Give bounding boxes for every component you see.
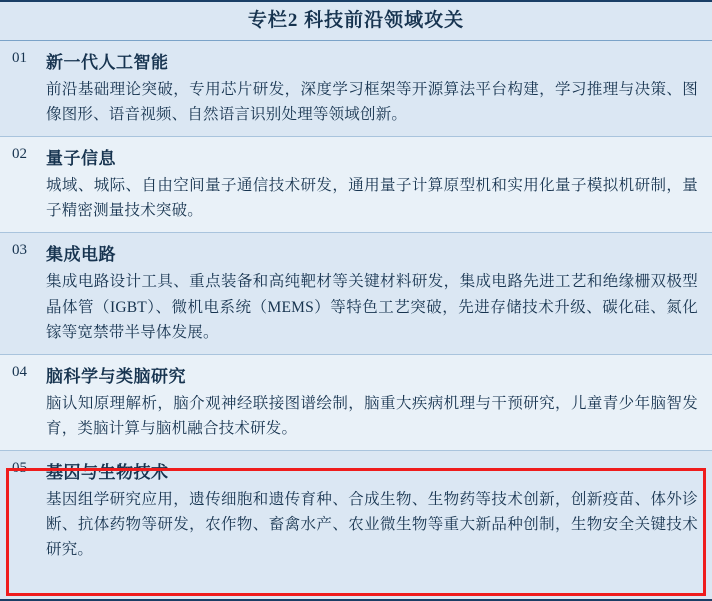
items-list bbox=[0, 41, 712, 571]
item-number: 04 bbox=[12, 363, 27, 380]
item-body bbox=[46, 458, 698, 562]
item-body bbox=[46, 144, 698, 223]
item-body bbox=[46, 48, 698, 127]
item-number: 05 bbox=[12, 459, 27, 476]
item-title: 量子信息 bbox=[46, 149, 116, 169]
item-number: 03 bbox=[12, 242, 27, 259]
item-title: 新一代人工智能 bbox=[46, 53, 169, 72]
item-body bbox=[46, 240, 698, 344]
item-body bbox=[46, 362, 698, 441]
item-description: 前沿基础理论突破，专用芯片研发，深度学习框架等开源算法平台构建，学习推理与决策、图像图形、语音视频、自然语言识别处理等领域创新。 bbox=[46, 81, 698, 124]
item-description: 基因组学研究应用，遗传细胞和遗传育种、合成生物、生物药等技术创新，创新疫苗、体外诊断、抗体药物等研发，农作物、畜禽水产、农业微生物等重大新品种创制，生物安全关键技术研究。 bbox=[46, 490, 698, 559]
item-number: 01 bbox=[12, 50, 27, 66]
item-title: 集成电路 bbox=[46, 245, 116, 265]
list-item[interactable] bbox=[0, 137, 712, 233]
item-description: 集成电路设计工具、重点装备和高纯靶材等关键材料研发，集成电路先进工艺和绝缘栅双极型晶体管（IGBT）、微机电系统（MEMS）等特色工艺突破，先进存储技术升级、碳化硅、氮化镓等宽禁带半导体发展。 bbox=[46, 273, 698, 341]
panel-title: 专栏2 科技前沿领域攻关 bbox=[0, 2, 712, 41]
item-title: 基因与生物技术 bbox=[46, 462, 169, 482]
list-item[interactable] bbox=[0, 233, 712, 354]
item-number: 02 bbox=[12, 146, 27, 163]
list-item[interactable] bbox=[0, 355, 712, 451]
list-item[interactable] bbox=[0, 41, 712, 137]
item-description: 城域、城际、自由空间量子通信技术研发，通用量子计算原型机和实用化量子模拟机研制，量子精密测量技术突破。 bbox=[46, 177, 698, 220]
item-description: 脑认知原理解析，脑介观神经联接图谱绘制，脑重大疾病机理与干预研究，儿童青少年脑智发育，类脑计算与脑机融合技术研发。 bbox=[46, 394, 698, 437]
list-item-highlighted[interactable] bbox=[0, 451, 712, 571]
item-title: 脑科学与类脑研究 bbox=[46, 366, 186, 386]
